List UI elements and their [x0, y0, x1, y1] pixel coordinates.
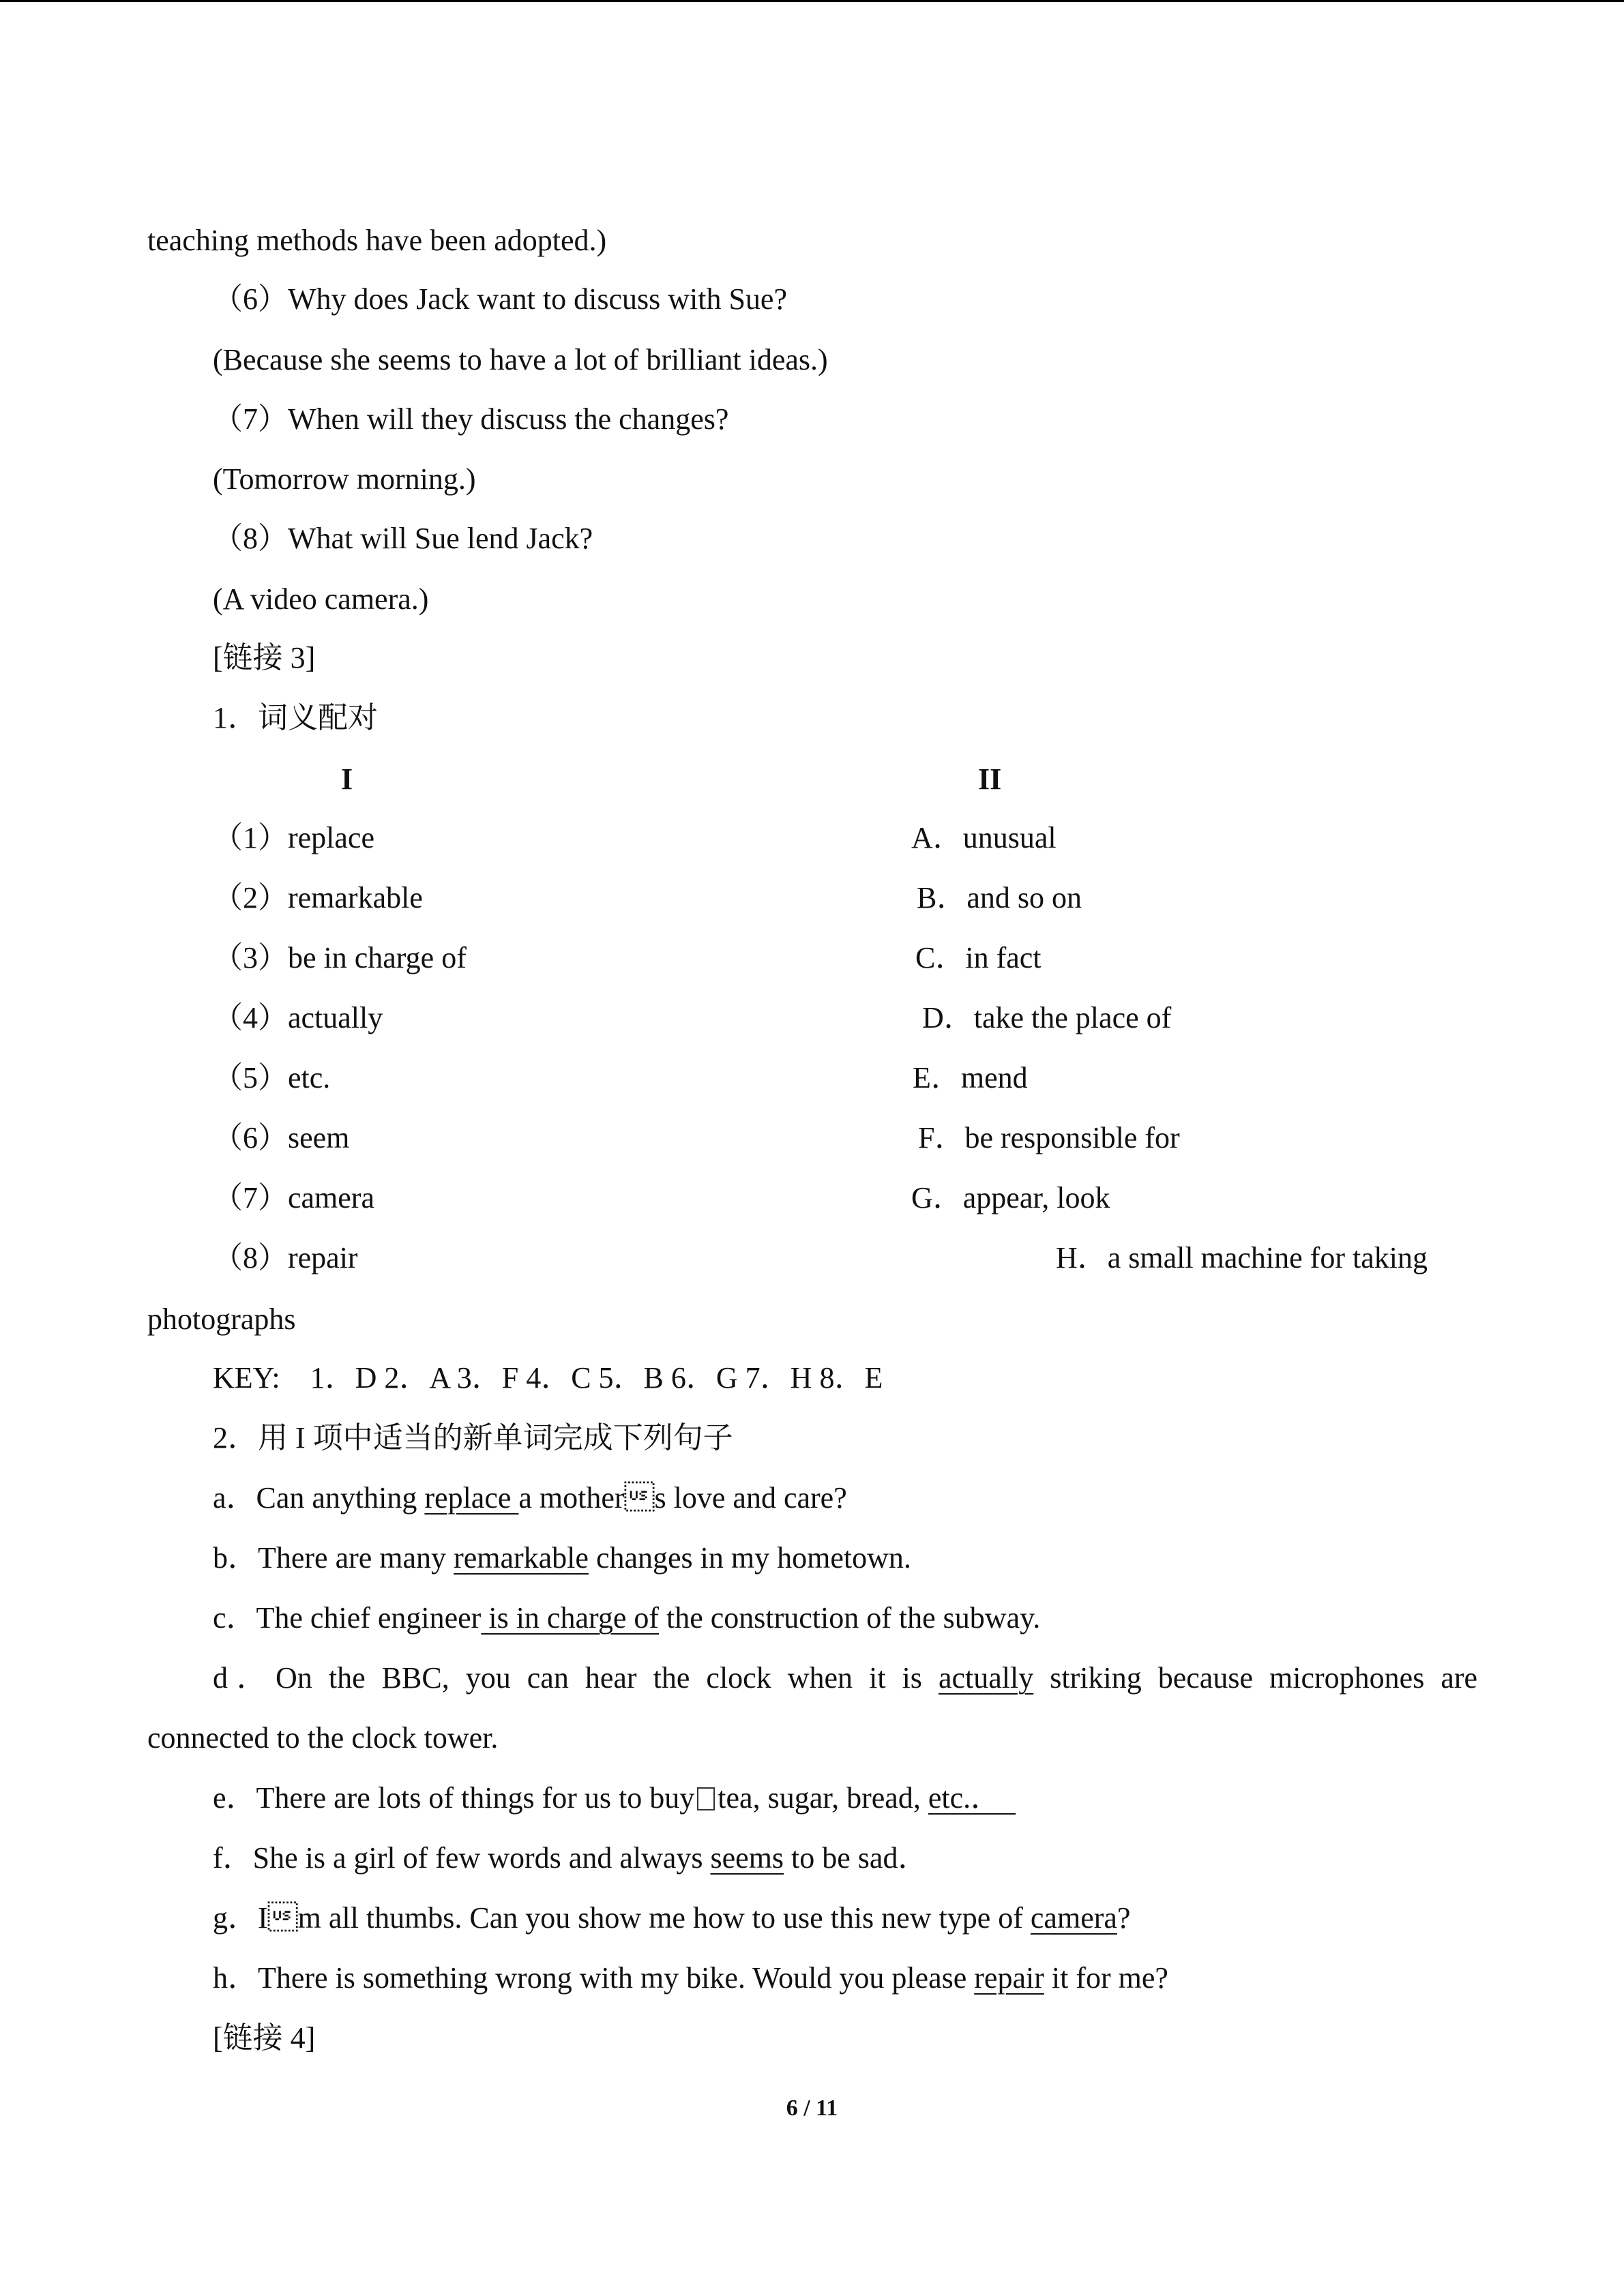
page-number: 6 / 11 [786, 2096, 838, 2121]
sentence-text: a mother s love and care? [518, 1481, 847, 1515]
word: when [787, 1661, 853, 1695]
match-right-item: C．in fact [915, 941, 1042, 974]
word: microphones [1269, 1661, 1425, 1695]
match-left-item: （6）seem [213, 1121, 350, 1154]
sentence-text: to be sad． [784, 1841, 928, 1875]
match-right-item: A．unusual [911, 821, 1057, 854]
sentence-text: a．Can anything [213, 1481, 425, 1515]
match-left-item: （8）repair [213, 1241, 358, 1274]
answer-8: (A video camera.) [213, 582, 429, 616]
sentence-d [213, 1663, 1477, 1693]
sentence-e [213, 1783, 1016, 1813]
word: because [1157, 1661, 1253, 1695]
word: you [465, 1661, 511, 1695]
question-6: （6）Why does Jack want to discuss with Sue? [213, 282, 787, 316]
match-left-item: （2）remarkable [213, 881, 423, 914]
word: the [653, 1661, 690, 1695]
text-line: teaching methods have been adopted.) [147, 224, 607, 257]
link-4-heading: [链接 4] [213, 2021, 316, 2055]
column-header-i: I [341, 762, 353, 796]
word: it [869, 1661, 886, 1695]
sentence-text: f．She is a girl of few words and always [213, 1841, 711, 1875]
match-right-item: B．and so on [917, 881, 1082, 914]
match-left-item: （3）be in charge of [213, 941, 467, 974]
sentence-text: ? [1117, 1901, 1131, 1935]
answer-blank: remarkable [454, 1541, 589, 1575]
match-right-item: F．be responsible for [918, 1121, 1180, 1154]
question-8: （8）What will Sue lend Jack? [213, 522, 593, 555]
word: hear [585, 1661, 637, 1695]
section-1-title: 1．词义配对 [213, 701, 378, 734]
word: can [527, 1661, 569, 1695]
word: d．On [213, 1661, 312, 1695]
word: BBC, [381, 1661, 449, 1695]
word: is [902, 1661, 922, 1695]
word: clock [706, 1661, 771, 1695]
answer-blank: repair [974, 1961, 1044, 1995]
answer-blank: replace [424, 1481, 519, 1515]
match-left-item: （7）camera [213, 1181, 374, 1214]
sentence-text: the construction of the subway. [659, 1601, 1041, 1635]
match-left-item: （1）replace [213, 821, 374, 854]
match-left-item: （5）etc. [213, 1061, 331, 1094]
link-3-heading: [链接 3] [213, 641, 316, 674]
sentence-f [213, 1843, 928, 1873]
sentence-h [213, 1963, 1168, 1993]
answer-key: KEY: 1．D 2．A 3．F 4．C 5．B 6．G 7．H 8．E [213, 1361, 883, 1395]
answer-blank: actually [938, 1661, 1034, 1695]
sentence-text: c．The chief engineer [213, 1601, 482, 1635]
match-right-item: E．mend [913, 1061, 1028, 1094]
word: striking [1050, 1661, 1142, 1695]
match-right-item: G．appear, look [911, 1181, 1110, 1214]
sentence-d-continued: connected to the clock tower. [147, 1721, 499, 1755]
sentence-text: it for me? [1044, 1961, 1168, 1995]
sentence-g [213, 1903, 1130, 1933]
answer-7: (Tomorrow morning.) [213, 462, 476, 496]
sentence-text: changes in my hometown. [588, 1541, 911, 1575]
match-right-item: H．a small machine for taking [1056, 1241, 1428, 1274]
sentence-text: b．There are many [213, 1541, 454, 1575]
sentence-b [213, 1543, 911, 1573]
answer-blank: camera [1030, 1901, 1117, 1935]
answer-6: (Because she seems to have a lot of brilliant ideas.) [213, 343, 828, 376]
match-left-item: （4）actually [213, 1001, 383, 1034]
sentence-a [213, 1483, 847, 1513]
sentence-c [213, 1603, 1040, 1633]
word: the [328, 1661, 366, 1695]
sentence-text: tea, sugar, bread, [718, 1781, 928, 1815]
word: are [1441, 1661, 1478, 1695]
missing-glyph-icon [697, 1787, 715, 1810]
answer-blank: etc.． [928, 1781, 1016, 1815]
column-header-ii: II [978, 762, 1002, 796]
answer-blank: is in charge of [481, 1601, 660, 1635]
question-7: （7）When will they discuss the changes? [213, 402, 729, 436]
sentence-text: g．I m all thumbs. Can you show me how to use this new type of [213, 1901, 1031, 1935]
sentence-text: h．There is something wrong with my bike. Would you please [213, 1961, 975, 1995]
match-wrap-text: photographs [147, 1302, 296, 1336]
match-right-item: D．take the place of [922, 1001, 1172, 1034]
sentence-text: e．There are lots of things for us to buy [213, 1781, 695, 1815]
section-2-title: 2．用 I 项中适当的新单词完成下列句子 [213, 1421, 733, 1455]
answer-blank: seems [710, 1841, 784, 1875]
